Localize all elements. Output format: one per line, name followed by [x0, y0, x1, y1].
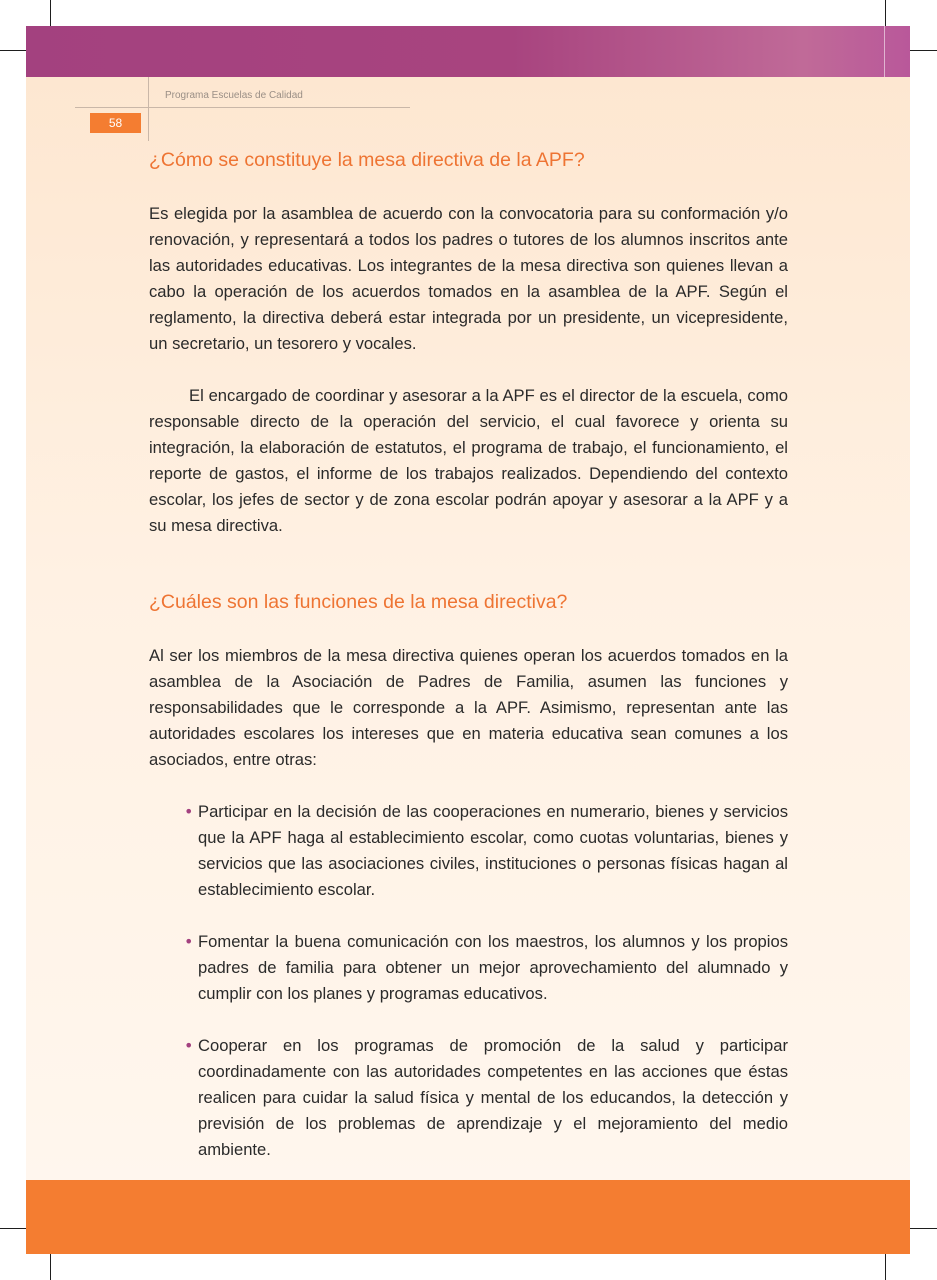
- main-content: [149, 144, 788, 1189]
- document-page: [26, 26, 910, 1254]
- crop-mark: [50, 1254, 51, 1280]
- crop-mark: [50, 0, 51, 26]
- crop-mark: [0, 50, 26, 51]
- band-divider: [884, 26, 885, 77]
- functions-list: [149, 799, 788, 1163]
- bullet-icon: •: [184, 932, 194, 951]
- paragraph: Al ser los miembros de la mesa directiva quienes operan los acuerdos tomados en la asamblea de la Asociación de Padres de Familia, asumen las funciones y responsabilidades que le corresponde a la APF. Asimismo, representan ante las autoridades escolares los intereses que en materia educativa sean comunes a los asociados, entre otras:: [149, 646, 788, 769]
- running-head: Programa Escuelas de Calidad: [165, 90, 303, 101]
- top-color-band: [26, 26, 910, 77]
- list-item-text: Cooperar en los programas de promoción de la salud y participar coordinadamente con las autoridades competentes en las acciones que éstas realicen para cuidar la salud física y mental de los educandos, la detección y previsión de los problemas de aprendizaje y el mejoramiento del medio ambiente.: [198, 1036, 788, 1159]
- paragraph: Es elegida por la asamblea de acuerdo con la convocatoria para su conformación y/o renovación, y representará a todos los padres o tutores de los alumnos inscritos ante las autoridades educativas. Los integrantes de la mesa directiva son quienes llevan a cabo la operación de los acuerdos tomados en la asamblea de la APF. Según el reglamento, la directiva deberá estar integrada por un presidente, un vicepresidente, un secretario, un tesorero y vocales.: [149, 204, 788, 353]
- bullet-icon: •: [184, 802, 194, 821]
- section-heading-2: ¿Cuáles son las funciones de la mesa directiva?: [149, 591, 568, 613]
- list-item: [184, 799, 788, 903]
- header-rule-horizontal: [75, 107, 410, 108]
- list-item-text: Fomentar la buena comunicación con los maestros, los alumnos y los propios padres de familia para obtener un mejor aprovechamiento del alumnado y cumplir con los planes y programas educativos.: [198, 932, 788, 1003]
- crop-mark: [885, 1254, 886, 1280]
- list-item-text: Participar en la decisión de las cooperaciones en numerario, bienes y servicios que la APF haga al establecimiento escolar, como cuotas voluntarias, bienes y servicios que las asociaciones civiles, instituciones o personas físicas hagan al establecimiento escolar.: [198, 802, 788, 899]
- list-item: [184, 929, 788, 1007]
- paragraph: El encargado de coordinar y asesorar a la APF es el director de la escuela, como responsable directo de la operación del servicio, el cual favorece y orienta su integración, la elaboración de estatutos, el programa de trabajo, el funcionamiento, el reporte de gastos, el informe de los trabajos realizados. Dependiendo del contexto escolar, los jefes de sector y de zona escolar podrán apoyar y asesorar a la APF y a su mesa directiva.: [149, 386, 788, 535]
- crop-mark: [885, 0, 886, 26]
- header-rule-vertical: [148, 77, 149, 141]
- crop-mark: [0, 1228, 26, 1229]
- section-heading-1: ¿Cómo se constituye la mesa directiva de la APF?: [149, 149, 585, 171]
- bottom-color-band: [26, 1180, 910, 1254]
- crop-mark: [910, 1228, 937, 1229]
- crop-mark: [910, 50, 937, 51]
- bullet-icon: •: [184, 1036, 194, 1055]
- list-item: [184, 1033, 788, 1163]
- page-number: 58: [90, 113, 141, 133]
